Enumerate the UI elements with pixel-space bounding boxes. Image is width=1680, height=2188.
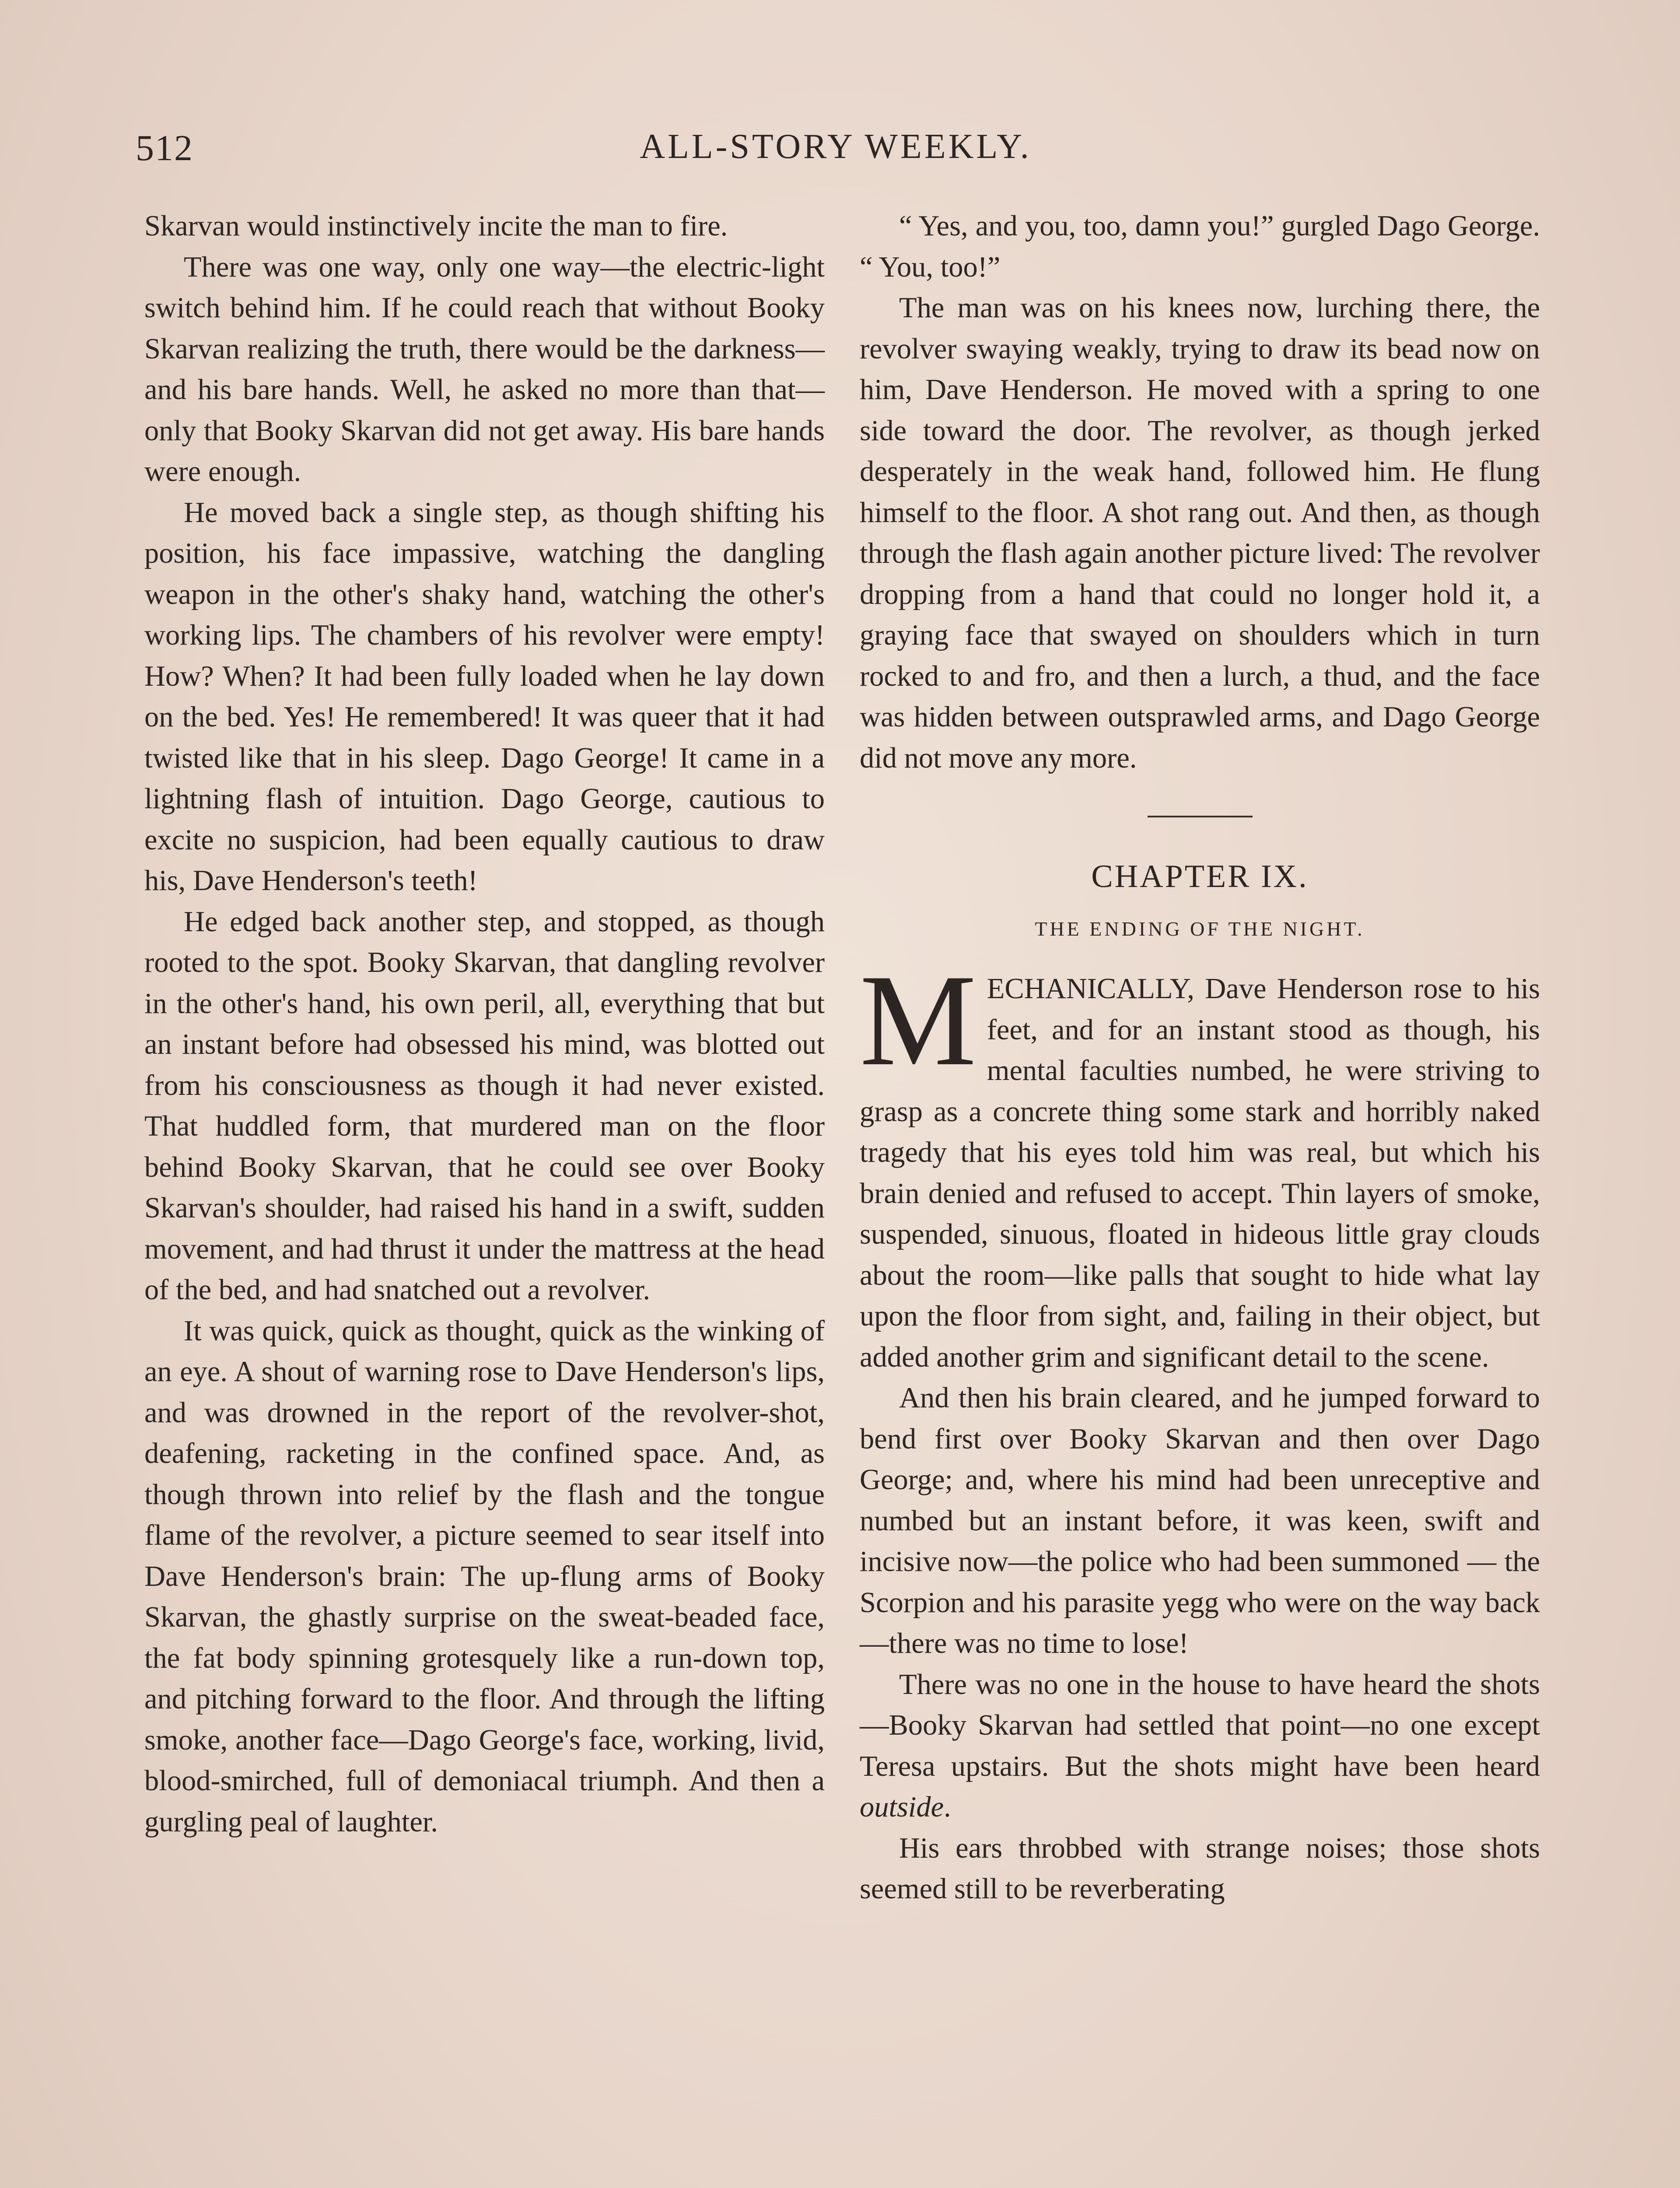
opening-text: ECHANICALLY, Dave Henderson rose to his feet, and for an instant stood as though, his mental faculties numbed, he were striving to grasp as a concrete thing some stark and horribly naked tragedy that his eyes told him was real, but which his brain denied and refused to accept. Thin layers of smoke, suspended, sinuous, floated in hideous little gray clouds about the room—like palls that sought to hide what lay upon the floor from sight, and, failing in their object, but added another grim and significant detail to the scene. xyxy=(860,973,1540,1373)
page-header xyxy=(136,127,1536,179)
paragraph-text-end: . xyxy=(944,1791,951,1823)
paragraph: And then his brain cleared, and he jumped forward to bend first over Booky Skarvan and then over Dago George; and, where his mind had been unreceptive and numbed but an instant before, it was keen, swift and incisive now—the police who had been summoned — the Scorpion and his parasite yegg who were on the way back—there was no time to lose! xyxy=(860,1382,1540,1659)
italic-word: outside xyxy=(860,1791,944,1823)
paragraph: There was one way, only one way—the electric-light switch behind him. If he could reach that without Booky Skarvan realizing the truth, there would be the darkness—and his bare hands. Well, he asked no more than that—only that Booky Skarvan did not get away. His bare hands were enough. xyxy=(144,251,825,487)
paragraph: He edged back another step, and stopped, as though rooted to the spot. Booky Skarvan, that dangling revolver in the other's hand, his own peril, all, everything that but an instant before had obsessed his mind, was blotted out from his consciousness as though it had never existed. That huddled form, that murdered man on the floor behind Booky Skarvan, that he could see over Booky Skarvan's shoulder, had raised his hand in a swift, sudden movement, and had thrust it under the mattress at the head of the bed, and had snatched out a revolver. xyxy=(144,905,825,1306)
paragraph-text: There was no one in the house to have heard the shots—Booky Skarvan had settled that point—no one except Teresa upstairs. But the shots might have been heard xyxy=(860,1668,1540,1782)
paragraph xyxy=(860,1664,1540,1828)
running-head: ALL-STORY WEEKLY. xyxy=(640,127,1032,166)
paragraph: “ Yes, and you, too, damn you!” gurgled Dago George. “ You, too!” xyxy=(860,210,1540,283)
right-column xyxy=(860,206,1540,1910)
opening-paragraph xyxy=(860,947,1540,1378)
drop-cap: M xyxy=(860,947,976,1093)
paragraph: Skarvan would instinctively incite the man to fire. xyxy=(144,210,728,242)
page-number: 512 xyxy=(136,128,193,168)
chapter-title: CHAPTER IX. xyxy=(1091,859,1309,894)
chapter-subtitle: THE ENDING OF THE NIGHT. xyxy=(1035,918,1365,940)
paragraph: He moved back a single step, as though shifting his position, his face impassive, watching the dangling weapon in the other's shaky hand, watching the other's working lips. The chambers of his revolver were empty! How? When? It had been fully loaded when he lay down on the bed. Yes! He remembered! It was queer that it had twisted like that in his sleep. Dago George! It came in a lightning flash of intuition. Dago George, cautious to excite no suspicion, had been equally cautious to draw his, Dave Henderson's teeth! xyxy=(144,496,825,897)
paragraph: The man was on his knees now, lurching there, the revolver swaying weakly, trying to draw its bead now on him, Dave Henderson. He moved with a spring to one side toward the door. The revolver, as though jerked desperately in the weak hand, followed him. He flung himself to the floor. A shot rang out. And then, as though through the flash again another picture lived: The revolver dropping from a hand that could no longer hold it, a graying face that swayed on shoulders which in turn rocked to and fro, and then a lurch, a thud, and the face was hidden between outsprawled arms, and Dago George did not move any more. xyxy=(860,292,1540,774)
left-column xyxy=(144,206,825,1842)
paragraph: It was quick, quick as thought, quick as the winking of an eye. A shout of warning rose to Dave Henderson's lips, and was drowned in the report of the revolver-shot, deafening, racketing in the confined space. And, as though thrown into relief by the flash and the tongue flame of the revolver, a picture seemed to sear itself into Dave Henderson's brain: The up-flung arms of Booky Skarvan, the ghastly surprise on the sweat-beaded face, the fat body spinning grotesquely like a run-down top, and pitching forward to the floor. And through the lifting smoke, another face—Dago George's face, working, livid, blood-smirched, full of demoniacal triumph. And then a gurgling peal of laughter. xyxy=(144,1315,825,1838)
paragraph: His ears throbbed with strange noises; those shots seemed still to be reverberating xyxy=(860,1832,1540,1905)
section-divider xyxy=(1148,816,1253,817)
